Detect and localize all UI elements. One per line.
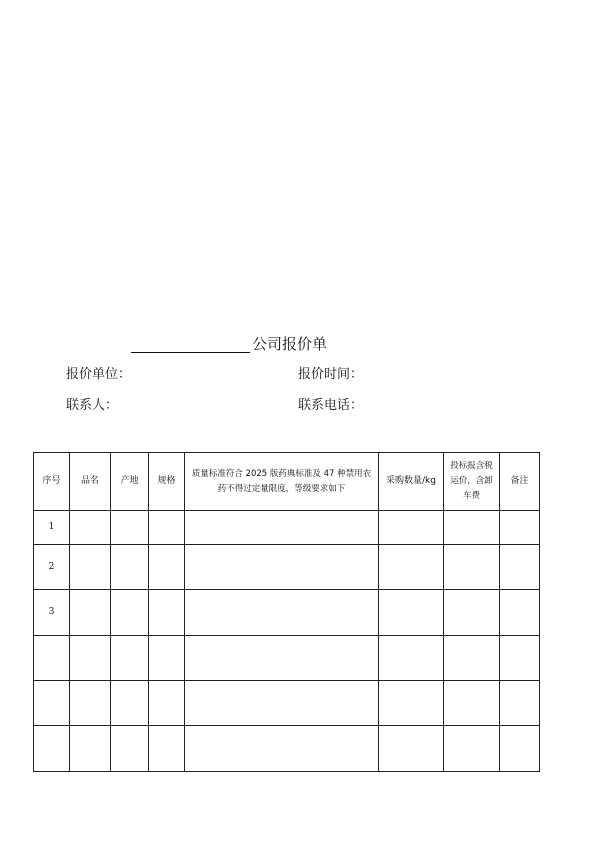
- cell-name[interactable]: [70, 545, 111, 590]
- cell-quality[interactable]: [185, 681, 379, 726]
- table-row: [34, 511, 540, 545]
- contact-label: 联系人：: [66, 398, 119, 413]
- cell-quality[interactable]: [185, 636, 379, 681]
- cell-spec[interactable]: [149, 636, 185, 681]
- row-index: [34, 681, 70, 726]
- cell-origin[interactable]: [111, 636, 149, 681]
- row-index: 1: [34, 511, 70, 545]
- cell-quantity[interactable]: [379, 545, 444, 590]
- cell-spec[interactable]: [149, 545, 185, 590]
- cell-spec[interactable]: [149, 726, 185, 772]
- company-name-blank[interactable]: [131, 335, 250, 353]
- table-row: [34, 545, 540, 590]
- cell-quality[interactable]: [185, 545, 379, 590]
- cell-remark[interactable]: [500, 681, 540, 726]
- cell-quantity[interactable]: [379, 726, 444, 772]
- cell-quality[interactable]: [185, 511, 379, 545]
- cell-name[interactable]: [70, 590, 111, 636]
- cell-price[interactable]: [444, 681, 500, 726]
- cell-price[interactable]: [444, 545, 500, 590]
- cell-spec[interactable]: [149, 590, 185, 636]
- cell-remark[interactable]: [500, 545, 540, 590]
- cell-remark[interactable]: [500, 636, 540, 681]
- contact-phone-label: 联系电话：: [298, 398, 364, 413]
- row-index: [34, 726, 70, 772]
- row-index: [34, 636, 70, 681]
- cell-remark[interactable]: [500, 726, 540, 772]
- cell-quantity[interactable]: [379, 511, 444, 545]
- cell-spec[interactable]: [149, 681, 185, 726]
- cell-origin[interactable]: [111, 590, 149, 636]
- cell-quantity[interactable]: [379, 590, 444, 636]
- document-title-text: 公司报价单: [252, 335, 328, 353]
- cell-price[interactable]: [444, 726, 500, 772]
- cell-name[interactable]: [70, 726, 111, 772]
- table-row: [34, 681, 540, 726]
- cell-origin[interactable]: [111, 726, 149, 772]
- header-name: 品名: [70, 453, 111, 511]
- cell-origin[interactable]: [111, 545, 149, 590]
- cell-quality[interactable]: [185, 590, 379, 636]
- header-origin: 产地: [111, 453, 149, 511]
- header-price: 投标报含税运价，含卸车费: [444, 453, 500, 511]
- cell-spec[interactable]: [149, 511, 185, 545]
- cell-remark[interactable]: [500, 590, 540, 636]
- cell-price[interactable]: [444, 511, 500, 545]
- header-spec: 规格: [149, 453, 185, 511]
- quote-time-label: 报价时间：: [298, 367, 364, 382]
- cell-quantity[interactable]: [379, 636, 444, 681]
- cell-origin[interactable]: [111, 511, 149, 545]
- cell-price[interactable]: [444, 636, 500, 681]
- header-index: 序号: [34, 453, 70, 511]
- row-index: 3: [34, 590, 70, 636]
- table-row: [34, 590, 540, 636]
- cell-name[interactable]: [70, 681, 111, 726]
- cell-name[interactable]: [70, 511, 111, 545]
- document-title: [131, 333, 327, 353]
- cell-name[interactable]: [70, 636, 111, 681]
- table-row: [34, 726, 540, 772]
- row-index: 2: [34, 545, 70, 590]
- quote-unit-label: 报价单位：: [66, 367, 132, 382]
- header-quality-standard: 质量标准符合 2025 版药典标准及 47 种禁用农药不得过定量限度，等级要求如下: [185, 453, 379, 511]
- cell-quantity[interactable]: [379, 681, 444, 726]
- header-quantity: 采购数量/kg: [379, 453, 444, 511]
- cell-price[interactable]: [444, 590, 500, 636]
- table-row: [34, 636, 540, 681]
- cell-origin[interactable]: [111, 681, 149, 726]
- table-header-row: [34, 453, 540, 511]
- quote-table: [33, 452, 540, 772]
- cell-remark[interactable]: [500, 511, 540, 545]
- header-remark: 备注: [500, 453, 540, 511]
- cell-quality[interactable]: [185, 726, 379, 772]
